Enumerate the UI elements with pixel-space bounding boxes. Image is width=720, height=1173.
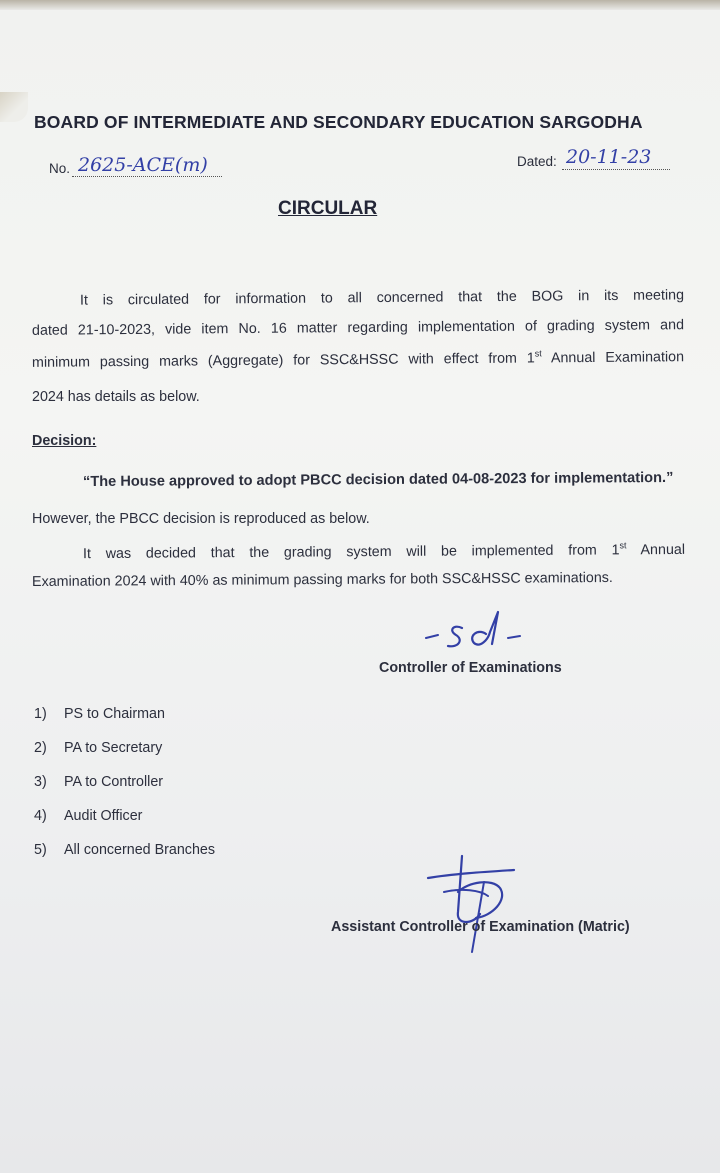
distribution-item-4	[34, 808, 142, 824]
decision-line1	[83, 540, 685, 562]
distribution-item-5	[34, 842, 215, 858]
board-name: BOARD OF INTERMEDIATE AND SECONDARY EDUCATION SARGODHA	[34, 112, 643, 132]
item-text: PS to Chairman	[64, 706, 165, 722]
sd-signature-mark	[418, 608, 538, 658]
distribution-item-3	[34, 774, 163, 790]
dated-label: Dated:	[517, 154, 557, 169]
paragraph1-line1: It is circulated for information to all concerned that the BOG in its meeting	[79, 287, 685, 309]
assistant-controller-signature	[422, 852, 532, 962]
folded-corner	[0, 92, 28, 122]
paragraph1-line2: dated 21-10-2023, vide item No. 16 matter regarding implementation of grading system and	[31, 317, 685, 339]
item-number: 4)	[34, 808, 47, 824]
number-label: No.	[49, 161, 71, 176]
paragraph1-line4: 2024 has details as below.	[32, 389, 200, 405]
however-line: However, the PBCC decision is reproduced as below.	[32, 511, 370, 527]
decision-heading: Decision:	[32, 433, 97, 449]
superscript-st: st	[534, 348, 542, 359]
decision-line1-text: It was decided that the grading system will be implemented from 1	[82, 542, 620, 563]
item-number: 1)	[34, 706, 47, 722]
distribution-item-2	[34, 740, 162, 756]
item-number: 5)	[34, 842, 47, 858]
number-handwritten: 2625-ACE(m)	[78, 154, 208, 176]
item-number: 3)	[34, 774, 47, 790]
paragraph1-line3-text: minimum passing marks (Aggregate) for SSC&HSSC with effect from 1	[31, 350, 535, 371]
distribution-item-1	[34, 706, 165, 722]
item-text: Audit Officer	[64, 808, 143, 824]
circular-title: CIRCULAR	[278, 198, 378, 219]
decision-line2: Examination 2024 with 40% as minimum passing marks for both SSC&HSSC examinations.	[31, 569, 613, 591]
number-dotted-line	[72, 176, 222, 177]
controller-title: Controller of Examinations	[379, 660, 562, 676]
item-text: PA to Secretary	[64, 740, 163, 756]
superscript-st-2: st	[619, 540, 627, 551]
item-text: All concerned Branches	[64, 842, 215, 858]
page-top-edge	[0, 0, 720, 10]
paragraph1-line3-end: Annual Examination	[541, 349, 685, 367]
decision-quote: “The House approved to adopt PBCC decision dated 04-08-2023 for implementation.”	[82, 469, 674, 491]
dated-dotted-line	[562, 169, 670, 170]
dated-handwritten: 20-11-23	[566, 146, 652, 168]
item-text: PA to Controller	[64, 774, 164, 790]
decision-line1-end: Annual	[626, 541, 686, 559]
item-number: 2)	[34, 740, 47, 756]
assistant-controller-title: Assistant Controller of Examination (Matric)	[331, 919, 630, 935]
paragraph1-line3	[32, 347, 684, 371]
